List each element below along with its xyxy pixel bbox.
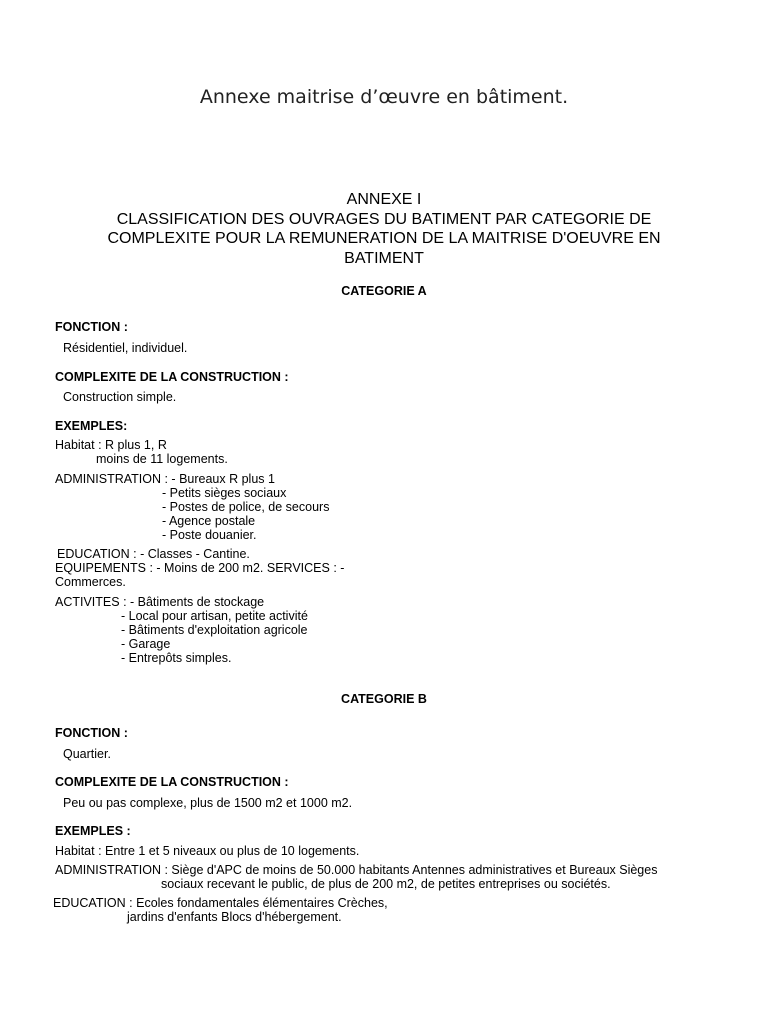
- category-a-complexite-value: Construction simple.: [63, 390, 177, 404]
- category-a-habitat-line-2: moins de 11 logements.: [96, 452, 228, 466]
- annexe-heading: [60, 190, 708, 268]
- category-a-equipements-line-2: Commerces.: [55, 575, 126, 589]
- category-b-exemples-label: EXEMPLES :: [55, 824, 131, 838]
- category-a-activites-line-1: ACTIVITES : - Bâtiments de stockage: [55, 595, 265, 609]
- category-a-activites-line-4: - Garage: [121, 637, 171, 651]
- annexe-title-line-1: CLASSIFICATION DES OUVRAGES DU BATIMENT PAR CATEGORIE DE: [116, 210, 652, 228]
- category-a-equipements-line-1: EQUIPEMENTS : - Moins de 200 m2. SERVICES : -: [55, 561, 345, 575]
- category-b-complexite-value: Peu ou pas complexe, plus de 1500 m2 et 1000 m2.: [63, 796, 353, 810]
- category-a-admin-line-5: - Poste douanier.: [162, 528, 257, 542]
- category-b-fonction-value: Quartier.: [63, 747, 111, 761]
- category-a-fonction-label: FONCTION :: [55, 320, 128, 334]
- category-a-habitat-line-1: Habitat : R plus 1, R: [55, 438, 167, 452]
- category-b-complexite-label: COMPLEXITE DE LA CONSTRUCTION :: [55, 775, 289, 789]
- category-a-complexite-label: COMPLEXITE DE LA CONSTRUCTION :: [55, 370, 289, 384]
- category-a-education: EDUCATION : - Classes - Cantine.: [57, 547, 250, 561]
- document-title: Annexe maitrise d’œuvre en bâtiment.: [199, 86, 569, 108]
- category-b-admin-line-1: ADMINISTRATION : Siège d'APC de moins de 50.000 habitants Antennes administratives et Bureaux Sièges: [55, 863, 658, 877]
- category-a-admin-line-3: - Postes de police, de secours: [162, 500, 330, 514]
- category-b-habitat: Habitat : Entre 1 et 5 niveaux ou plus de 10 logements.: [55, 844, 360, 858]
- category-b-education-line-1: EDUCATION : Ecoles fondamentales élémentaires Crèches,: [53, 896, 388, 910]
- category-a-activites-line-2: - Local pour artisan, petite activité: [121, 609, 308, 623]
- category-a-exemples-label: EXEMPLES:: [55, 419, 128, 433]
- category-a-fonction-value: Résidentiel, individuel.: [63, 341, 188, 355]
- category-b-education-line-2: jardins d'enfants Blocs d'hébergement.: [127, 910, 342, 924]
- category-a-admin-line-4: - Agence postale: [162, 514, 256, 528]
- annexe-title-line-2: COMPLEXITE POUR LA REMUNERATION DE LA MAITRISE D'OEUVRE EN: [107, 230, 661, 247]
- category-b-title: CATEGORIE B: [341, 692, 427, 706]
- category-a-admin-line-2: - Petits sièges sociaux: [162, 486, 287, 500]
- category-a-admin-line-1: ADMINISTRATION : - Bureaux R plus 1: [55, 472, 275, 486]
- annexe-number: ANNEXE I: [346, 191, 422, 208]
- annexe-title-line-3: BATIMENT: [344, 249, 424, 267]
- category-b-fonction-label: FONCTION :: [55, 726, 128, 740]
- category-a-title: CATEGORIE A: [341, 284, 427, 298]
- category-a-activites-line-5: - Entrepôts simples.: [121, 651, 232, 665]
- category-b-admin-line-2: sociaux recevant le public, de plus de 200 m2, de petites entreprises ou sociétés.: [161, 877, 611, 891]
- category-a-activites-line-3: - Bâtiments d'exploitation agricole: [121, 623, 308, 637]
